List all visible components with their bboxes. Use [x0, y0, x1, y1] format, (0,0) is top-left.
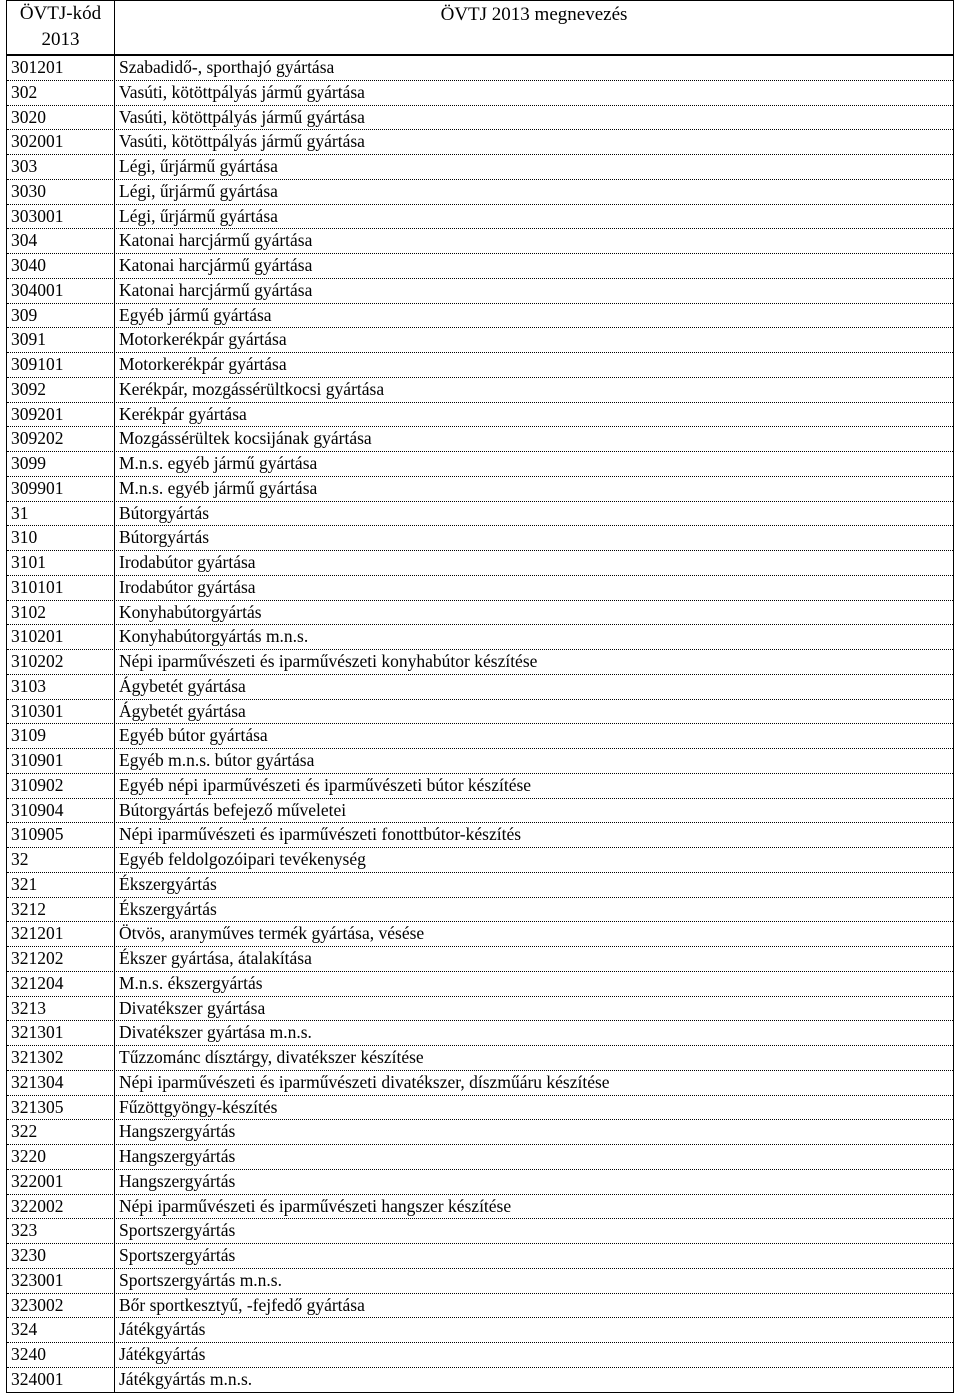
code-cell: 321304 [7, 1071, 115, 1095]
name-cell: Vasúti, kötöttpályás jármű gyártása [119, 131, 365, 152]
code-cell: 321204 [7, 972, 115, 996]
table-row [7, 972, 953, 997]
table-row [7, 378, 953, 403]
name-cell: Katonai harcjármű gyártása [119, 255, 313, 275]
table-row [7, 873, 953, 898]
code-header-line2: 2013 [41, 29, 80, 50]
name-cell: Ékszergyártás [119, 873, 217, 894]
code-cell: 3099 [7, 452, 115, 476]
table-row [7, 700, 953, 725]
table-row [7, 848, 953, 873]
code-cell: 3220 [7, 1145, 115, 1169]
code-cell: 321301 [7, 1021, 115, 1045]
table-row [7, 1294, 953, 1319]
table-row [7, 229, 953, 254]
code-cell: 304 [7, 229, 115, 253]
name-cell: Egyéb népi iparművészeti és iparművészeti bútor készítése [119, 774, 532, 795]
code-column-header [7, 1, 115, 54]
code-cell: 309901 [7, 477, 115, 501]
code-cell: 3103 [7, 675, 115, 699]
table-row [7, 947, 953, 972]
code-cell: 309201 [7, 403, 115, 427]
table-row [7, 205, 953, 230]
table-row [7, 1021, 953, 1046]
name-cell: Irodabútor gyártása [119, 552, 256, 572]
table-row [7, 526, 953, 551]
name-cell: Ágybetét gyártása [119, 700, 246, 721]
name-column-header: ÖVTJ 2013 megnevezés [440, 4, 628, 25]
table-row [7, 1145, 953, 1170]
name-cell: Ötvös, aranyműves termék gyártása, vésése [119, 923, 425, 944]
name-cell: Hangszergyártás [119, 1170, 236, 1191]
name-cell: Szabadidő-, sporthajó gyártása [119, 57, 335, 77]
table-row [7, 353, 953, 378]
code-cell: 323002 [7, 1294, 115, 1318]
name-cell: Katonai harcjármű gyártása [119, 279, 313, 300]
code-cell: 309 [7, 304, 115, 328]
name-cell: Hangszergyártás [119, 1121, 236, 1142]
table-row [7, 1269, 953, 1294]
code-cell: 321201 [7, 922, 115, 946]
code-cell: 310101 [7, 576, 115, 600]
code-cell: 324 [7, 1318, 115, 1342]
code-cell: 309101 [7, 353, 115, 377]
name-cell: Vasúti, kötöttpályás jármű gyártása [119, 81, 365, 102]
table-row [7, 1244, 953, 1269]
code-cell: 3101 [7, 551, 115, 575]
name-cell: Népi iparművészeti és iparművészeti konyhabútor készítése [119, 651, 538, 671]
table-body [7, 56, 953, 1393]
name-cell: Fűzöttgyöngy-készítés [119, 1096, 278, 1117]
table-row [7, 922, 953, 947]
code-cell: 301201 [7, 56, 115, 80]
code-cell: 321202 [7, 947, 115, 971]
name-cell: Vasúti, kötöttpályás jármű gyártása [119, 106, 365, 127]
name-cell: Konyhabútorgyártás m.n.s. [119, 626, 309, 647]
name-cell: Kerékpár, mozgássérültkocsi gyártása [119, 378, 385, 399]
code-cell: 3240 [7, 1343, 115, 1367]
code-cell: 309202 [7, 427, 115, 451]
name-cell: Divatékszer gyártása m.n.s. [119, 1022, 312, 1043]
code-cell: 321302 [7, 1046, 115, 1070]
code-cell: 3212 [7, 898, 115, 922]
table-row [7, 601, 953, 626]
name-cell: Bőr sportkesztyű, -fejfedő gyártása [119, 1294, 365, 1315]
name-cell: Bútorgyártás [119, 527, 210, 548]
name-cell: M.n.s. egyéb jármű gyártása [119, 477, 318, 498]
name-cell: Egyéb m.n.s. bútor gyártása [119, 750, 315, 770]
table-row [7, 1368, 953, 1393]
name-cell: Légi, űrjármű gyártása [119, 156, 278, 176]
name-cell: Népi iparművészeti és iparművészeti hangszer készítése [119, 1195, 512, 1216]
code-cell: 3020 [7, 106, 115, 130]
code-cell: 3102 [7, 601, 115, 625]
name-cell: Katonai harcjármű gyártása [119, 230, 313, 251]
code-cell: 303001 [7, 205, 115, 229]
table-row [7, 650, 953, 675]
code-cell: 302 [7, 81, 115, 105]
table-row [7, 502, 953, 527]
table-row [7, 328, 953, 353]
code-cell: 3213 [7, 997, 115, 1021]
code-cell: 3091 [7, 328, 115, 352]
name-cell: Egyéb feldolgozóipari tevékenység [119, 849, 366, 869]
code-cell: 310201 [7, 625, 115, 649]
code-cell: 310301 [7, 700, 115, 724]
table-row [7, 576, 953, 601]
name-cell: Bútorgyártás befejező műveletei [119, 799, 347, 820]
name-cell: Motorkerékpár gyártása [119, 354, 287, 374]
name-cell: Mozgássérültek kocsijának gyártása [119, 428, 372, 449]
name-cell: Ékszer gyártása, átalakítása [119, 948, 312, 968]
table-row [7, 799, 953, 824]
code-cell: 323 [7, 1219, 115, 1243]
name-cell: Sportszergyártás m.n.s. [119, 1269, 282, 1290]
name-cell: Egyéb jármű gyártása [119, 304, 272, 325]
table-row [7, 1071, 953, 1096]
name-cell: Sportszergyártás [119, 1245, 236, 1265]
table-row [7, 675, 953, 700]
table-row [7, 625, 953, 650]
name-cell: Kerékpár gyártása [119, 403, 247, 424]
table-row [7, 452, 953, 477]
table-row [7, 304, 953, 329]
table-row [7, 81, 953, 106]
code-cell: 310902 [7, 774, 115, 798]
table-row [7, 1096, 953, 1121]
name-cell: Népi iparművészeti és iparművészeti divatékszer, díszműáru készítése [119, 1071, 610, 1092]
activity-code-table [6, 0, 954, 1393]
name-cell: Hangszergyártás [119, 1146, 236, 1166]
name-cell: Tűzzománc dísztárgy, divatékszer készítése [119, 1047, 424, 1067]
table-row [7, 724, 953, 749]
code-cell: 321305 [7, 1096, 115, 1120]
table-header [7, 0, 953, 56]
table-row [7, 774, 953, 799]
table-row [7, 477, 953, 502]
name-cell: Játékgyártás [119, 1344, 206, 1364]
code-cell: 3030 [7, 180, 115, 204]
code-cell: 310904 [7, 799, 115, 823]
code-cell: 3230 [7, 1244, 115, 1268]
name-cell: Konyhabútorgyártás [119, 601, 262, 622]
table-row [7, 1343, 953, 1368]
table-row [7, 403, 953, 428]
name-cell: Ágybetét gyártása [119, 675, 246, 696]
code-cell: 310202 [7, 650, 115, 674]
name-cell: Népi iparművészeti és iparművészeti fonottbútor-készítés [119, 824, 522, 845]
table-row [7, 1318, 953, 1343]
name-cell: Légi, űrjármű gyártása [119, 180, 278, 201]
table-row [7, 106, 953, 131]
code-cell: 310 [7, 526, 115, 550]
name-cell: Ékszergyártás [119, 898, 217, 919]
table-row [7, 1219, 953, 1244]
table-row [7, 56, 953, 81]
code-cell: 303 [7, 155, 115, 179]
table-row [7, 551, 953, 576]
table-row [7, 823, 953, 848]
name-cell: Légi, űrjármű gyártása [119, 205, 278, 226]
name-cell: Motorkerékpár gyártása [119, 329, 287, 350]
code-header-line1: ÖVTJ-kód [19, 3, 102, 24]
code-cell: 322002 [7, 1195, 115, 1219]
name-cell: Játékgyártás [119, 1319, 206, 1340]
table-row [7, 130, 953, 155]
code-cell: 322001 [7, 1170, 115, 1194]
code-cell: 324001 [7, 1368, 115, 1392]
table-row [7, 180, 953, 205]
code-cell: 3092 [7, 378, 115, 402]
table-row [7, 1120, 953, 1145]
code-cell: 32 [7, 848, 115, 872]
code-cell: 3040 [7, 254, 115, 278]
table-row [7, 155, 953, 180]
code-cell: 3109 [7, 724, 115, 748]
code-cell: 310901 [7, 749, 115, 773]
name-cell: M.n.s. ékszergyártás [119, 972, 263, 993]
name-cell: Sportszergyártás [119, 1220, 236, 1241]
name-cell: Divatékszer gyártása [119, 997, 266, 1018]
code-cell: 322 [7, 1120, 115, 1144]
table-row [7, 1046, 953, 1071]
name-cell: M.n.s. egyéb jármű gyártása [119, 453, 318, 473]
code-cell: 321 [7, 873, 115, 897]
name-cell: Egyéb bútor gyártása [119, 725, 268, 746]
table-row [7, 997, 953, 1022]
name-cell: Játékgyártás m.n.s. [119, 1368, 253, 1389]
table-row [7, 749, 953, 774]
name-cell: Irodabútor gyártása [119, 576, 256, 597]
table-row [7, 254, 953, 279]
code-cell: 323001 [7, 1269, 115, 1293]
table-row [7, 279, 953, 304]
name-cell: Bútorgyártás [119, 502, 210, 523]
code-cell: 310905 [7, 823, 115, 847]
table-row [7, 898, 953, 923]
table-row [7, 1170, 953, 1195]
table-row [7, 427, 953, 452]
code-cell: 304001 [7, 279, 115, 303]
code-cell: 302001 [7, 130, 115, 154]
table-row [7, 1195, 953, 1220]
code-cell: 31 [7, 502, 115, 526]
